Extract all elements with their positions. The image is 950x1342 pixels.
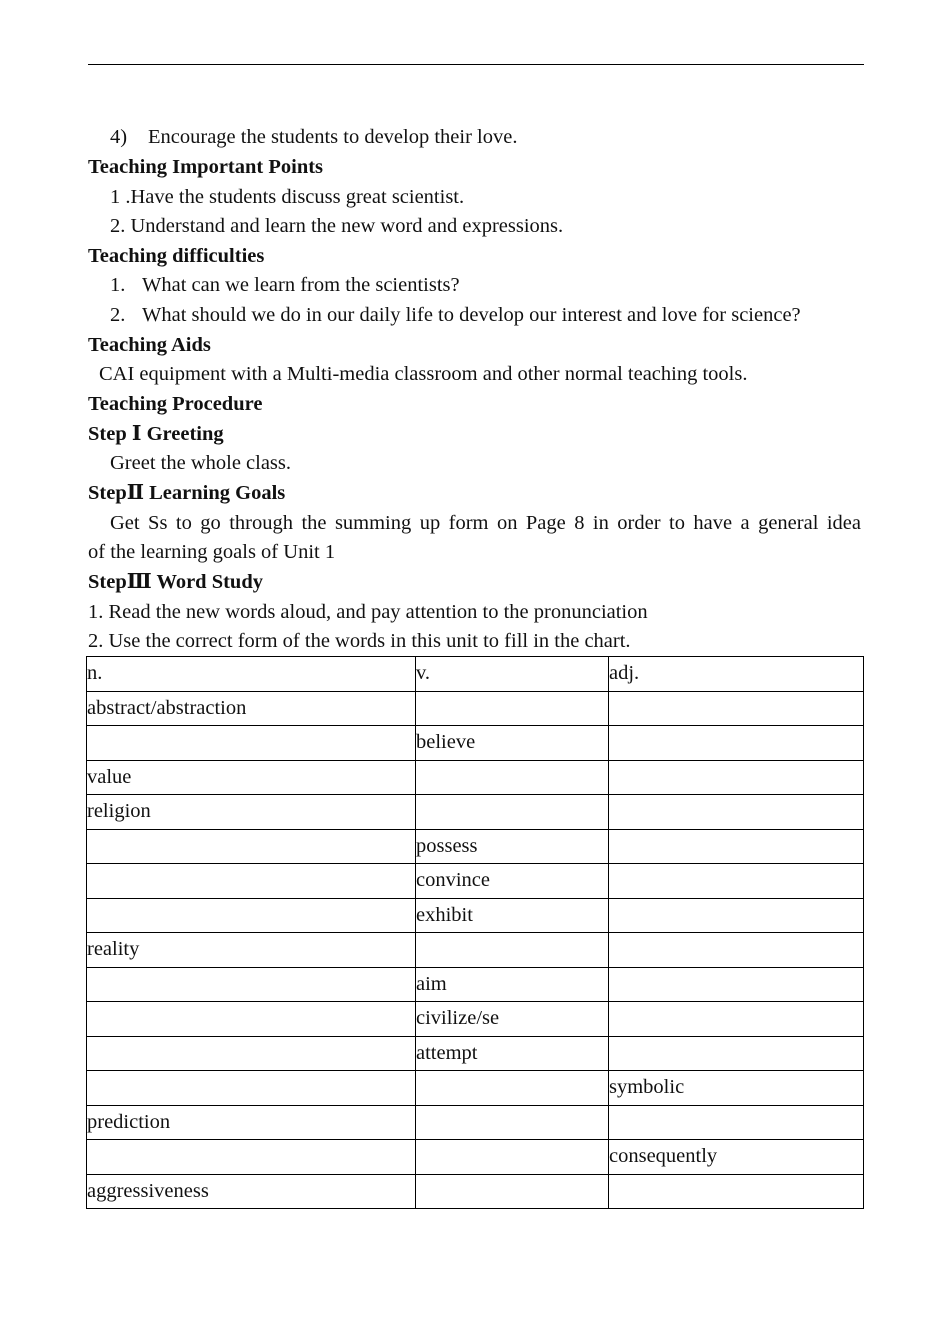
chart-body [87, 691, 864, 1209]
adjective-cell [609, 1105, 864, 1140]
table-row [87, 1105, 864, 1140]
table-row [87, 1174, 864, 1209]
noun-cell [87, 726, 416, 761]
noun-cell: value [87, 760, 416, 795]
table-row [87, 898, 864, 933]
table-row [87, 1036, 864, 1071]
header-rule [88, 64, 864, 65]
adjective-cell [609, 898, 864, 933]
verb-cell [416, 1105, 609, 1140]
adjective-cell [609, 795, 864, 830]
step2-text-line2: of the learning goals of Unit 1 [88, 541, 336, 563]
important-points-heading: Teaching Important Points [88, 156, 324, 178]
noun-cell [87, 898, 416, 933]
step3-heading: StepⅢ Word Study [88, 571, 263, 593]
verb-cell [416, 1140, 609, 1175]
noun-cell: aggressiveness [87, 1174, 416, 1209]
difficulty-item-2-number: 2. [110, 304, 126, 326]
noun-cell: reality [87, 933, 416, 968]
procedure-heading: Teaching Procedure [88, 393, 263, 415]
table-row [87, 795, 864, 830]
step2-heading: StepⅡ Learning Goals [88, 482, 286, 504]
step1-heading: Step Ⅰ Greeting [88, 423, 224, 445]
chart-header-row [87, 657, 864, 692]
verb-cell [416, 1071, 609, 1106]
important-point-1: 1 .Have the students discuss great scientist. [110, 186, 465, 208]
difficulties-heading: Teaching difficulties [88, 245, 265, 267]
important-point-2: 2. Understand and learn the new word and expressions. [110, 215, 564, 237]
objective-item-4-number: 4) [110, 126, 128, 148]
column-header-verb: v. [416, 657, 609, 692]
adjective-cell [609, 691, 864, 726]
noun-cell [87, 1036, 416, 1071]
objective-item-4-text: Encourage the students to develop their love. [148, 126, 518, 148]
verb-cell: convince [416, 864, 609, 899]
adjective-cell [609, 1036, 864, 1071]
aids-heading: Teaching Aids [88, 334, 211, 356]
difficulty-item-1-number: 1. [110, 274, 126, 296]
table-row [87, 864, 864, 899]
difficulty-item-2 [110, 303, 801, 327]
verb-cell [416, 760, 609, 795]
noun-cell [87, 1071, 416, 1106]
step3-instruction-2: 2. Use the correct form of the words in this unit to fill in the chart. [88, 630, 631, 652]
adjective-cell: symbolic [609, 1071, 864, 1106]
difficulty-item-2-text: What should we do in our daily life to develop our interest and love for science? [142, 304, 801, 326]
table-row [87, 1002, 864, 1037]
table-row [87, 829, 864, 864]
verb-cell: civilize/se [416, 1002, 609, 1037]
step3-instruction-1: 1. Read the new words aloud, and pay attention to the pronunciation [88, 601, 648, 623]
verb-cell: exhibit [416, 898, 609, 933]
table-row [87, 1071, 864, 1106]
verb-cell [416, 933, 609, 968]
noun-cell [87, 967, 416, 1002]
noun-cell [87, 1140, 416, 1175]
difficulty-item-1 [110, 273, 460, 297]
adjective-cell [609, 726, 864, 761]
adjective-cell [609, 1002, 864, 1037]
adjective-cell [609, 864, 864, 899]
adjective-cell [609, 1174, 864, 1209]
table-row [87, 726, 864, 761]
column-header-adjective: adj. [609, 657, 864, 692]
table-row [87, 933, 864, 968]
step2-text-line1: Get Ss to go through the summing up form on Page 8 in order to have a general idea [110, 512, 861, 534]
difficulty-item-1-text: What can we learn from the scientists? [142, 274, 460, 296]
verb-cell: attempt [416, 1036, 609, 1071]
adjective-cell [609, 760, 864, 795]
column-header-noun: n. [87, 657, 416, 692]
table-row [87, 691, 864, 726]
verb-cell [416, 691, 609, 726]
noun-cell [87, 864, 416, 899]
verb-cell [416, 795, 609, 830]
verb-cell: believe [416, 726, 609, 761]
aids-text: CAI equipment with a Multi-media classroom and other normal teaching tools. [99, 363, 748, 385]
step1-text: Greet the whole class. [110, 452, 292, 474]
verb-cell [416, 1174, 609, 1209]
table-row [87, 760, 864, 795]
noun-cell: prediction [87, 1105, 416, 1140]
objective-item-4 [110, 125, 517, 149]
table-row [87, 1140, 864, 1175]
table-row [87, 967, 864, 1002]
adjective-cell [609, 967, 864, 1002]
adjective-cell: consequently [609, 1140, 864, 1175]
verb-cell: possess [416, 829, 609, 864]
noun-cell [87, 1002, 416, 1037]
noun-cell: abstract/abstraction [87, 691, 416, 726]
adjective-cell [609, 829, 864, 864]
noun-cell [87, 829, 416, 864]
verb-cell: aim [416, 967, 609, 1002]
adjective-cell [609, 933, 864, 968]
word-form-chart [86, 656, 864, 1209]
noun-cell: religion [87, 795, 416, 830]
